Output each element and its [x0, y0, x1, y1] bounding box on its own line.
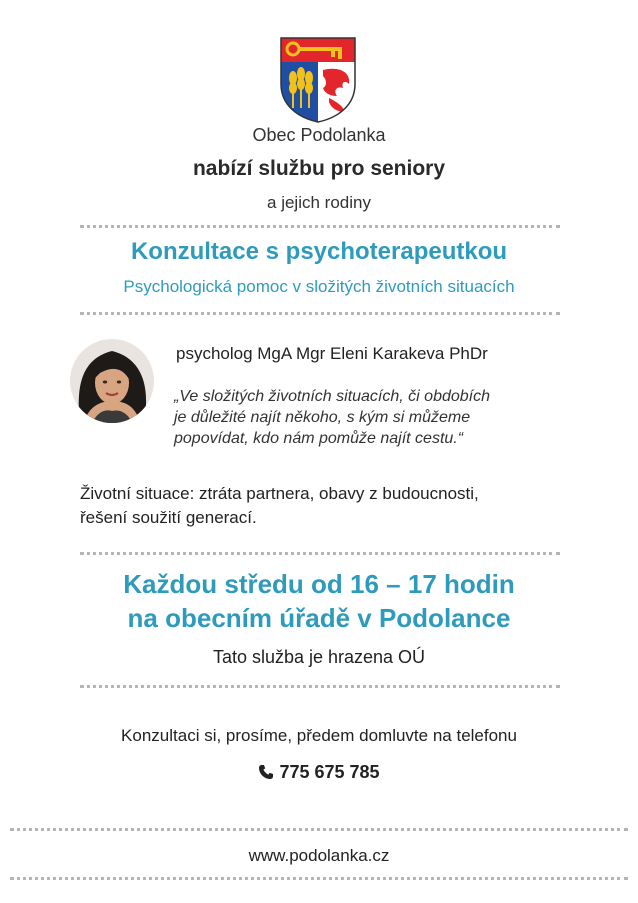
therapist-photo: [70, 339, 154, 423]
dotted-divider: [80, 225, 560, 228]
dotted-divider: [80, 312, 560, 315]
dotted-divider: [10, 828, 628, 831]
website-link[interactable]: www.podolanka.cz: [248, 846, 390, 865]
situations-line: Životní situace: ztráta partnera, obavy z budoucnosti,: [80, 484, 479, 503]
quote-line: je důležité najít někoho, s kým si můžeme: [174, 409, 471, 426]
schedule-time: Každou středu od 16 – 17 hodin: [123, 569, 515, 599]
service-subheading: Psychologická pomoc v složitých životních situacích: [123, 277, 515, 296]
therapist-name: psycholog MgA Mgr Eleni Karakeva PhDr: [176, 344, 488, 363]
therapist-quote: [174, 386, 574, 449]
target-families: a jejich rodiny: [267, 193, 371, 212]
service-heading: Konzultace s psychoterapeutkou: [130, 238, 508, 265]
payment-note: Tato služba je hrazena OÚ: [212, 647, 426, 667]
phone-icon: [258, 764, 274, 780]
phone-number[interactable]: 775 675 785: [279, 762, 380, 782]
quote-line: popovídat, kdo nám pomůže najít cestu.“: [174, 430, 464, 447]
dotted-divider: [80, 685, 560, 688]
quote-line: „Ve složitých životních situacích, či obdobích: [174, 388, 490, 405]
municipality-name: Obec Podolanka: [252, 125, 386, 145]
schedule-place: na obecním úřadě v Podolance: [127, 603, 511, 633]
contact-instruction: Konzultaci si, prosíme, předem domluvte na telefonu: [121, 726, 517, 745]
phone-number-line[interactable]: [0, 762, 638, 783]
offer-statement: nabízí službu pro seniory: [192, 157, 446, 180]
life-situations: [80, 482, 580, 530]
dotted-divider: [10, 877, 628, 880]
dotted-divider: [80, 552, 560, 555]
coat-of-arms-icon: [279, 36, 357, 124]
situations-line: řešení soužití generací.: [80, 508, 257, 527]
